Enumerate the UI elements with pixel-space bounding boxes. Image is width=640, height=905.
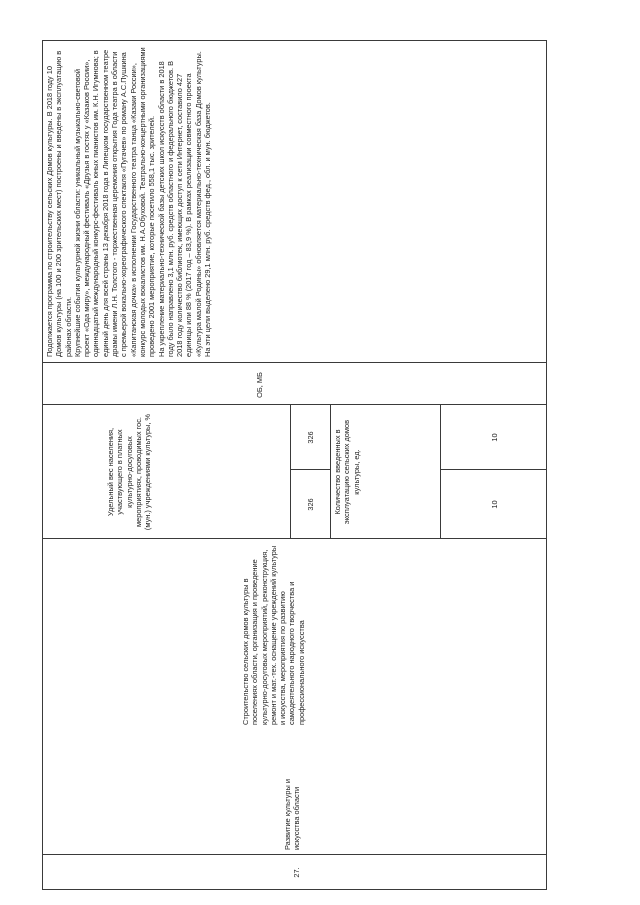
indicator-2-plan: 10 [490,500,499,509]
indicator-2-fact: 10 [490,433,499,442]
report-paragraph-3: На укрепление материально-технической базы детских школ искусств области в 2018 году было направлено 3,1 млн. руб. средств областного и федерального бюджетов. В 2018 году количество библиотек, имеющих доступ к сети Интернет, составило 427 единицы или 88 % (2017 год – 83,9 %). В рамках реализации совместного проекта «Культура малой Родины» обновляется материально-техническая база Домов культуры. На эти цели выделено 29,1 млн. руб. средств фед., обл. и мун. бюджетов. [156,51,213,357]
table-border-bottom [546,41,547,890]
indicator-1-plan: 326 [306,498,315,511]
table-border-top [42,41,43,890]
event-description: Строительство сельских домов культуры в поселениях области, организация и проведение культурно-досуговых мероприятий, реконструкция, ремонт и мат.-тех. оснащение учреждений культуры и искусства, мероприятия по развитию самодеятельного народного творчества и профессионального искусства [241,545,306,725]
column-divider-4 [42,362,547,363]
row-number: 27. [292,867,301,878]
column-divider-2 [42,538,547,539]
column-divider-3 [42,404,547,405]
report-paragraph-2: Крупнейшие события культурной жизни области: уникальный музыкально-световой проект «Ода миру», международный фестиваль «Друзья в гостях у «Казаков России», одиннадцатый международный конкурс-фестиваль юных пианистов им. К.Н. Игумнова; в единый день для всей страны 13 декабря 2018 года в Липецком государственном театре драмы имени Л.Н. Толстого - торжественная церемония открытия Года театра в области с премьерой вокально-хореографического спектакля «Пугачев» по роману А.С.Пушкина «Капитанская дочка» в исполнении Государственного театра танца «Казаки России», конкурс молодых вокалистов им. Н.А.Обуховой. Театрально-концертными организациями проведено 2001 мероприятие, которые посетило 558,1 тыс. зрителей. [72,47,157,357]
indicator-1-fact: 326 [306,431,315,444]
indicator-2-name: Количество введенных в эксплуатацию сельских домов культуры, ед. [333,419,361,525]
indicator-row-divider-3 [440,405,441,539]
indicator-row-divider-1 [290,405,291,539]
report-text [45,47,212,357]
indicator-row-divider-2 [330,405,331,539]
program-name: Развитие культуры и искусства области [283,779,302,850]
funding-source: ОБ, МБ [255,372,264,398]
table-border-right [42,40,547,41]
indicator-1-name: Удельный вес населения, участвующего в платных культурно-досуговых мероприятиях, проводимых гос. (мун.) учреждениями культуры, % [106,413,153,531]
report-paragraph-1: Подолжается программа по строительству сельских Домов культуры. В 2018 году 10 Домов культуры (на 100 и 200 зрительских мест) построены и введены в эксплуатацию в районах области. [45,50,73,357]
